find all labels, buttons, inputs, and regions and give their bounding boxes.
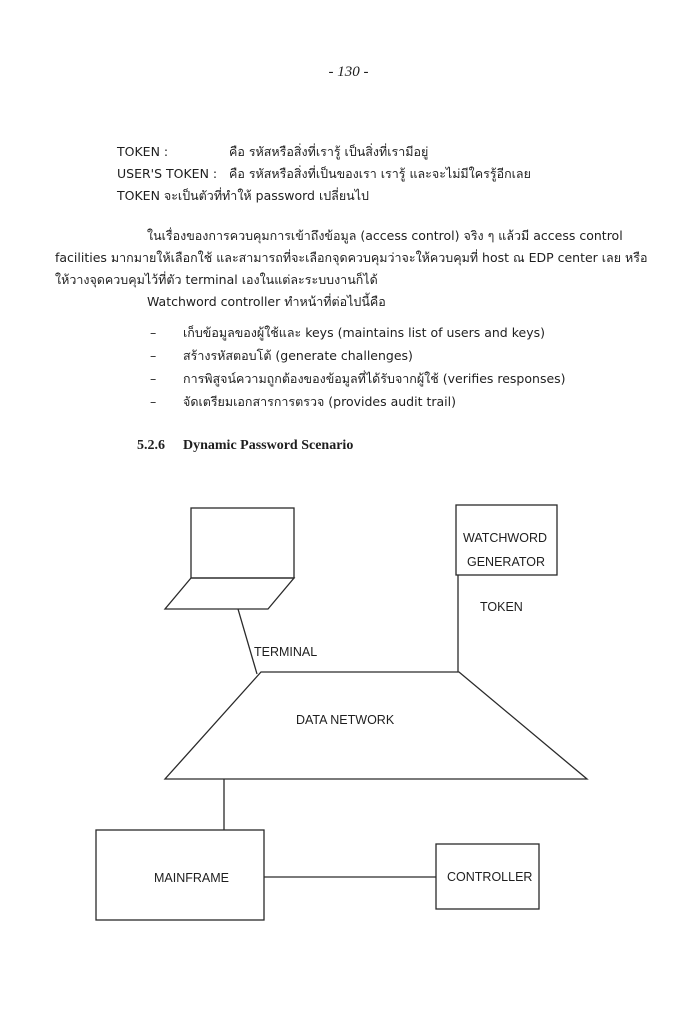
data-network-label: DATA NETWORK bbox=[296, 713, 395, 727]
paragraph-line-1: ในเรื่องของการควบคุมการเข้าถึงข้อมูล (access control) จริง ๆ แล้วมี access control bbox=[147, 228, 623, 243]
paragraph-line-2: facilities มากมายให้เลือกใช้ และสามารถที่จะเลือกจุดควบคุมว่าจะให้ควบคุมที่ host ณ EDP center เลย หรือ bbox=[55, 250, 648, 265]
terminal-connector bbox=[238, 609, 257, 674]
watchword-intro: Watchword controller ทำหน้าที่ต่อไปนี้คือ bbox=[147, 294, 386, 309]
token-label: TOKEN bbox=[480, 600, 523, 614]
token-term: TOKEN : bbox=[117, 144, 169, 159]
list-dash: – bbox=[150, 371, 157, 386]
laptop-keyboard bbox=[165, 578, 294, 609]
list-dash: – bbox=[150, 348, 157, 363]
controller-label: CONTROLLER bbox=[447, 870, 533, 884]
mainframe-label: MAINFRAME bbox=[154, 871, 229, 885]
watchword-label: WATCHWORD bbox=[463, 531, 548, 545]
section-number: 5.2.6 bbox=[137, 438, 165, 453]
users-token-term: USER'S TOKEN : bbox=[117, 166, 218, 181]
token-note: TOKEN จะเป็นตัวที่ทำให้ password เปลี่ยนไป bbox=[117, 188, 369, 203]
users-token-definition: คือ รหัสหรือสิ่งที่เป็นของเรา เรารู้ และจะไม่มีใครรู้อีกเลย bbox=[229, 166, 531, 181]
terminal-label: TERMINAL bbox=[254, 645, 318, 659]
token-definition: คือ รหัสหรือสิ่งที่เรารู้ เป็นสิ่งที่เรามีอยู่ bbox=[229, 144, 429, 159]
laptop-screen bbox=[191, 508, 294, 578]
list-item: การพิสูจน์ความถูกต้องของข้อมูลที่ได้รับจากผู้ใช้ (verifies responses) bbox=[183, 371, 566, 386]
list-item: จัดเตรียมเอกสารการตรวจ (provides audit trail) bbox=[183, 394, 456, 409]
list-dash: – bbox=[150, 394, 157, 409]
section-title: Dynamic Password Scenario bbox=[183, 438, 354, 453]
list-item: เก็บข้อมูลของผู้ใช้และ keys (maintains list of users and keys) bbox=[183, 325, 545, 340]
page-number: - 130 - bbox=[328, 64, 369, 80]
list-dash: – bbox=[150, 325, 157, 340]
generator-label: GENERATOR bbox=[467, 555, 546, 569]
paragraph-line-3: ให้วางจุดควบคุมไว้ที่ตัว terminal เองในแต่ละระบบงานก็ได้ bbox=[55, 272, 378, 287]
list-item: สร้างรหัสตอบโต้ (generate challenges) bbox=[183, 348, 413, 363]
